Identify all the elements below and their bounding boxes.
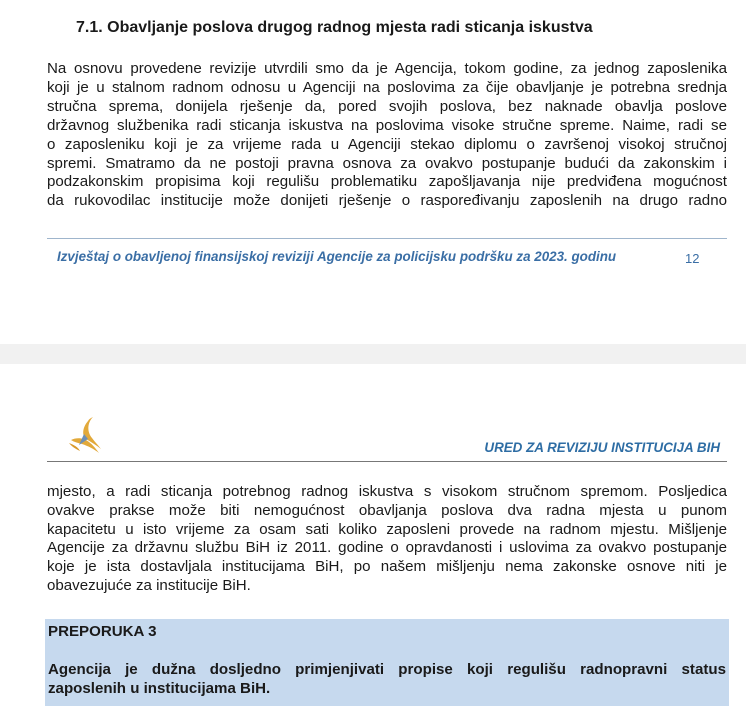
paragraph-line: stručna sprema, donijela rješenje da, pored svojih poslova, bez naknade obavlja poslove — [47, 97, 727, 115]
audit-office-emblem-icon — [66, 416, 102, 454]
paragraph-line: o zaposleniku koji je za vrijeme rada u Agenciji stekao diplomu o završenoj visokoj stručnoj — [47, 135, 727, 153]
header-office-title: URED ZA REVIZIJU INSTITUCIJA BIH — [484, 440, 720, 455]
paragraph-line: koje je ista dostavljala institucijama BiH, po našem mišljenju nema zakonske osnove niti je — [47, 558, 727, 576]
paragraph-line: kapacitetu u isto vrijeme za osam sati koliko zaposleni provede na radnom mjestu. Mišljenje — [47, 520, 727, 538]
paragraph-line: mjesto, a radi sticanja potrebnog radnog iskustva s visokom stručnom spremom. Posljedica — [47, 483, 727, 500]
body-paragraph — [47, 60, 727, 116]
paragraph-line: koji je u stalnom radnom odnosu u Agenciji na poslovima za čije obavljanje je potrebna srednja — [47, 78, 727, 96]
paragraph-line: spremi. Smatramo da ne postoji pravna osnova za ovakvo postupanje budući da zakonskim i — [47, 154, 727, 172]
recommendation-text — [48, 660, 726, 698]
paragraph-line: Agencije za državnu službu BiH iz 2011. godine o opravdanosti i uslovima za ovakvo postupanje — [47, 539, 727, 557]
page-separator — [0, 344, 746, 364]
body-paragraph-continued — [47, 117, 727, 211]
footer-divider — [47, 238, 727, 239]
footer-report-title: Izvještaj o obavljenoj finansijskoj reviziji Agencije za policijsku podršku za 2023. godinu — [57, 249, 617, 264]
section-heading: 7.1. Obavljanje poslova drugog radnog mjesta radi sticanja iskustva — [76, 19, 593, 36]
recommendation-line: Agencija je dužna dosljedno primjenjivati propise koji regulišu radnopravni status — [48, 661, 726, 678]
body-paragraph — [47, 483, 727, 596]
recommendation-box — [45, 619, 729, 706]
recommendation-title: PREPORUKA 3 — [48, 623, 157, 640]
header-divider — [47, 461, 727, 462]
paragraph-line: obavezujuće za institucije BiH. — [47, 576, 251, 594]
paragraph-line: Na osnovu provedene revizije utvrdili smo da je Agencija, tokom godine, za jednog zaposlenika — [47, 60, 727, 77]
report-page-12 — [0, 0, 746, 344]
paragraph-line: ovakve prakse može biti nemogućnost obavljanja poslova dva radna mjesta u punom — [47, 501, 727, 519]
recommendation-line: zaposlenih u institucijama BiH. — [48, 680, 271, 697]
page-number: 12 — [685, 251, 700, 266]
report-page-13 — [0, 364, 746, 714]
paragraph-line: da rukovodilac institucije može donijeti rješenje o raspoređivanju zaposlenih na drugo radno — [47, 192, 727, 210]
paragraph-line: državnog službenika radi sticanja iskustva na poslovima visoke stručne spreme. Naime, radi se — [47, 117, 727, 134]
paragraph-line: podzakonskim propisima koji regulišu problematiku zapošljavanja nije predviđena mogućnost — [47, 173, 727, 191]
